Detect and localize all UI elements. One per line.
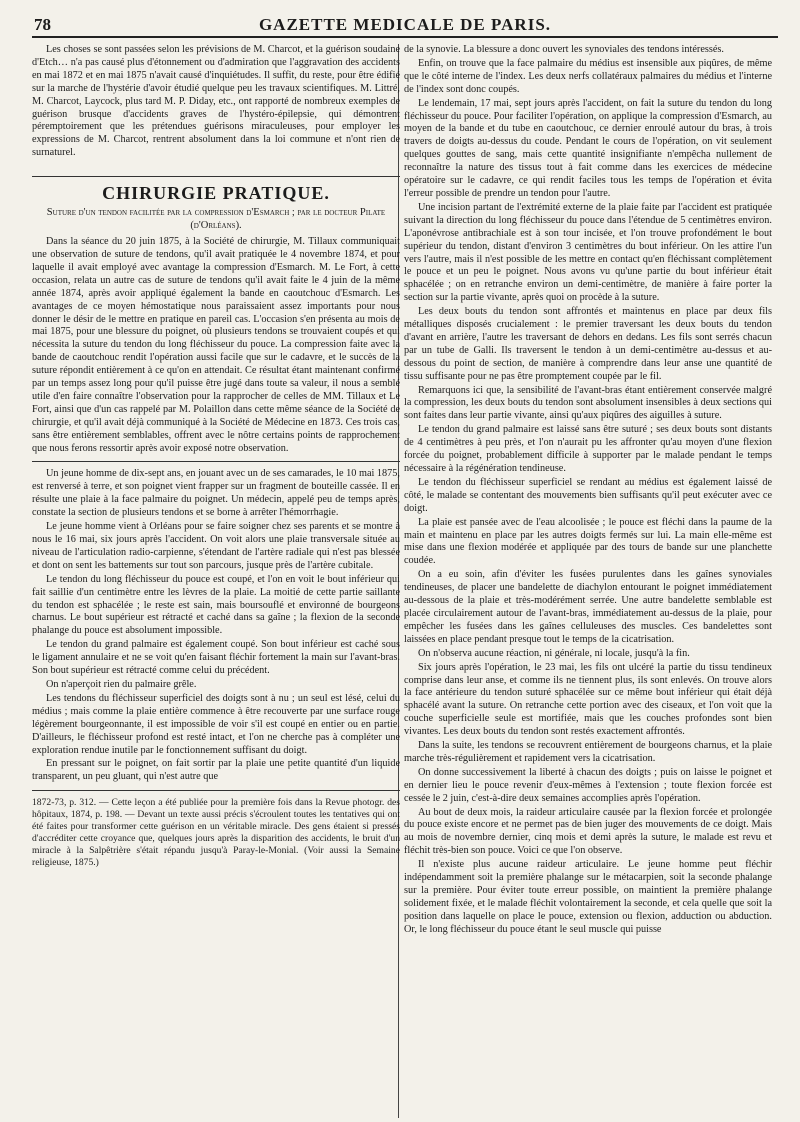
article-paragraph: Six jours après l'opération, le 23 mai, les fils ont ulcéré la partie du tissu tendineux comprise dans leur anse, et comme ils ne tiennent plus, ils sont enlevés. On trouve alors la face antérieure du tendon suturé sphacélée sur ce même bout inférieur qui était déjà sphacélé avant la suture. On retranche cette portion avec des ciseaux, et l'on voit que la couche superficielle seule est mortifiée, mais que les couches profondes sont bien vivantes. Les deux bouts du tendon sont restés exactement affrontés. [404,661,772,738]
article-paragraph: Un jeune homme de dix-sept ans, en jouant avec un de ses camarades, le 10 mai 1875, est renversé à terre, et son poignet vient frapper sur un fragment de bouteille cassée. Il en résulte une plaie à la face palmaire du poignet. Un médecin, appelé peu de temps après, constate la section de plusieurs tendons et se borne à arrêter l'hémorrhagie. [32,468,400,519]
article-paragraph: Remarquons ici que, la sensibilité de l'avant-bras étant entièrement conservée malgré la compression, les deux bouts du tendon sont absolument insensibles à deux sections qui sont faites dans leur partie vivante, ainsi qu'aux piqûres des aiguilles à suture. [404,384,772,422]
article-paragraph: Le tendon du grand palmaire est également coupé. Son bout inférieur est caché sous le ligament annulaire et ne se voit qu'en faisant fléchir fortement la main sur l'avant-bras. Son bout supérieur est rétracté comme celui du précédent. [32,639,400,677]
article-paragraph: Une incision partant de l'extrémité externe de la plaie faite par l'accident est pratiquée suivant la direction du long fléchisseur du pouce dans l'étendue de 5 centimètres environ. L'aponévrose antibrachiale est à son tour incisée, et l'on trouve profondément le bout supérieur du tendon, distant d'environ 3 centimètres du bout inférieur. On les attire l'un vers l'autre, mais il n'est possible de les mettre en contact qu'en fléchissant complètement le pouce et un peu le poignet. Nous avons vu qu'une partie du bout inférieur était sphacélée ; on en retranche environ un demi-centimètre, de manière à faire porter la section sur la partie vivante, après quoi on procède à la suture. [404,201,772,304]
article-paragraph: de la synovie. La blessure a donc ouvert les synoviales des tendons intéressés. [404,44,724,55]
article-paragraph: Enfin, on trouve que la face palmaire du médius est insensible aux piqûres, de même que le côté interne de l'index. Les deux nerfs collatéraux palmaires du médius et l'interne de l'index sont donc coupés. [404,57,772,95]
article-subtitle: Suture d'un tendon facilitée par la compression d'Esmarch ; par le docteur Pilate (d'Orléans). [46,207,386,232]
right-column [404,44,772,1116]
article-paragraph: Dans la suite, les tendons se recouvrent entièrement de bourgeons charnus, et la plaie marche très-régulièrement et rapidement vers la cicatrisation. [404,740,772,764]
article-paragraph: Les tendons du fléchisseur superficiel des doigts sont à nu ; un seul est lésé, celui du médius ; mais comme la plaie entière commence à être recouverte par une surface rouge légèrement bourgeonnante, il est impossible de voir s'il est coupé en entier ou en partie. D'ailleurs, le fléchisseur profond est resté intact, et l'on ne cherche pas à compléter une exploration rendue inutile par le fonctionnement suffisant du doigt. [32,692,400,756]
journal-title: GAZETTE MEDICALE DE PARIS. [258,15,552,34]
page-header [32,14,778,38]
separator [32,461,400,462]
article-paragraph: En pressant sur le poignet, on fait sortir par la plaie une petite quantité d'un liquide transparent, un peu gluant, qui n'est autre que [32,758,400,783]
article-paragraph: Le lendemain, 17 mai, sept jours après l'accident, on fait la suture du tendon du long fléchisseur du pouce. Pour faciliter l'opération, on applique la compression d'Esmarch, au moyen de la bande et du tube en caoutchouc, ce dernier enroulé autour du bras, à trois travers de doigts au-dessus du coude. Pendant le cours de l'opération, on vit seulement quelques gouttes de sang, mais cette quantité insignifiante n'empêcha nullement de reconnaître la nature des tissus tout à fait comme dans les exercices de médecine opératoire sur le cadavre, ce qui rendit faciles tous les temps de l'opération et évita l'erreur possible de prendre un tendon pour l'autre. [404,97,772,199]
article-paragraph: La plaie est pansée avec de l'eau alcoolisée ; le pouce est fléchi dans la paume de la main et maintenu en place par les autres doigts fermés sur lui. La main elle-même est mise dans une flexion modérée et appliquée par des tours de bande sur une planchette coudée. [404,516,772,567]
article-paragraph: On n'observa aucune réaction, ni générale, ni locale, jusqu'à la fin. [418,647,690,659]
article-paragraph: Il n'existe plus aucune raideur articulaire. Le jeune homme peut fléchir indépendamment soit la première phalange sur le métacarpien, soit la seconde phalange sur la première. Pour éviter toute erreur possible, on maintient la première phalange solidement fixée, et le malade fléchit volontairement la seconde, et cela quelle que soit la position dans laquelle on place le pouce, extension ou flexion, adduction ou abduction. Or, le long fléchisseur du pouce étant le seul muscle qui puisse [404,859,772,935]
intro-paragraph: Les choses se sont passées selon les prévisions de M. Charcot, et la guérison soudaine d'Etch… n'a pas causé plus d'étonnement ou d'admiration que l'aggravation des accidents en mai 1872 et en mai 1875 n'avait causé d'inquiétudes. Il suffit, du reste, pour être édifié sur la marche de l'hystérie d'avoir étudié quelque peu les travaux scientifiques. M. Littré, M. Charcot, Laycock, plus tard M. P. Diday, etc., ont rapporté de nombreux exemples de guérison brusque d'accidents graves de l'hystéro-épilepsie, qui démontrent péremptoirement que les prétendues guérisons miraculeuses, pour employer les expressions de M. Charcot, rentrent absolument dans la loi commune et n'ont rien de surnaturel. [32,44,400,159]
article-paragraph: Le jeune homme vient à Orléans pour se faire soigner chez ses parents et se montre à nous le 16 mai, six jours après l'accident. On voit alors une plaie transversale située au niveau de l'articulation radio-carpienne, s'étendant de l'artère radiale qui n'est pas blessée et dont on sent les battements sur tout son parcours, jusque près de l'artère cubitale. [32,521,400,571]
page-number: 78 [34,15,51,34]
article-paragraph: Dans la séance du 20 juin 1875, à la Société de chirurgie, M. Tillaux communiquait une observation de suture de tendons, qu'il avait pratiquée le 4 novembre 1874, et pour laquelle il avait employé avec avantage la compression d'Esmarch. M. Le Fort, à cette occasion, relata un autre cas de suture de tendons qu'il avait faite le 4 juin de la même année 1874, après avoir appliqué également la bande en caoutchouc d'Esmarch. Les avantages de ce moyen hémostatique nous paraissaient assez importants pour nous donner le désir de le mettre en pratique en pareil cas. L'occasion s'en présenta au mois de mai 1875, pour une blessure du poignet, où plusieurs tendons se trouvaient coupés et qui nécessita la suture du tendon du long fléchisseur du pouce. La compression faite avec la bande de caoutchouc rendit l'opération aussi facile que sur le cadavre, et le succès de la suture répondit entièrement à ce qu'on en attendait. Ce résultat étant maintenant confirmé par un temps assez long pour qu'il puisse être jugé dans toute sa valeur, il nous a semblé utile d'en faire connaître l'observation pour la rapprocher de celles de MM. Tillaux et Le Fort, ainsi que d'un cas rappelé par M. Polaillon dans cette même séance de la Société de chirurgie, et qu'il avait déjà communiqué à la Société de Médecine en 1873. Ces trois cas, sans être entièrement semblables, offrent avec le nôtre certains points de rapprochement que nous ferons ressortir après avoir exposé notre observation. [32,236,400,454]
footnote: 1872-73, p. 312. — Cette leçon a été publiée pour la première fois dans la Revue photogr. des hôpitaux, 1874, p. 198. — Devant un texte aussi précis s'écroulent toutes les tentatives qui ont été faites pour transformer cette guérison en un véritable miracle. Des gens étaient si pressés d'accréditer cette croyance que, quelques jours après la disparition des accidents, le bruit d'un miracle à la Salpêtrière s'était répandu jusqu'à Paray-le-Monial. (Voir aussi la Semaine religieuse, 1875.) [32,797,400,869]
article-paragraph: Le tendon du grand palmaire est laissé sans être suturé ; ses deux bouts sont distants de 4 centimètres à peu près, et l'on n'aurait pu les affronter qu'au moyen d'une flexion forcée du poignet, probablement difficile à supporter par le malade pendant le temps nécessaire à la régénération tendineuse. [404,424,772,474]
footnote-separator [32,790,400,791]
article-paragraph: Le tendon du fléchisseur superficiel se rendant au médius est également laissé de côté, le malade se contentant des mouvements bien suffisants qu'il peut exécuter avec ce doigt. [404,476,772,514]
article-paragraph: On a eu soin, afin d'éviter les fusées purulentes dans les gaînes synoviales tendineuses, de placer une bandelette de diachylon entourant le poignet immédiatement au-dessous de la plaie et très-modérément serrée. Une autre bandelette semblable est placée circulairement autour de l'avant-bras, immédiatement au-dessus de la plaie, pour empêcher les fusées dans les gaînes celluleuses des muscles. Ces bandelettes sont laissées en place pendant presque tout le temps de la cicatrisation. [404,569,772,645]
article-paragraph: On donne successivement la liberté à chacun des doigts ; puis on laisse le poignet et en dernier lieu le pouce revenir d'eux-mêmes à l'extension ; toute flexion forcée est cessée le 2 juin, c'est-à-dire deux semaines accomplies après l'opération. [404,766,772,804]
article-paragraph: Le tendon du long fléchisseur du pouce est coupé, et l'on en voit le bout inférieur qui fait saillie d'un centimètre entre les lèvres de la plaie. La moitié de cette partie saillante du tendon est sphacélée ; le reste est sain, mais boursouflé et environné de bourgeons charnus. Le bout supérieur est rétracté et caché dans sa gaîne ; la flexion de la seconde phalange du pouce est absolument impossible. [32,573,400,637]
article-paragraph: On n'aperçoit rien du palmaire grêle. [46,678,197,690]
left-column [32,44,400,1116]
section-title: CHIRURGIE PRATIQUE. [32,176,400,200]
article-paragraph: Les deux bouts du tendon sont affrontés et maintenus en place par deux fils métalliques disposés crucialement : le premier traversant les deux bouts du tendon d'avant en arrière, l'autre les traversant de dehors en dedans. Les fils sont serrés chacun par un tube de Galli. Ils traversent le tendon à un demi-centimètre au-dessus et au-dessous du point de section, de manière à comprendre dans leur anse une quantité de tissu suffisante pour ne pas être promptement coupée par le fil. [404,306,772,382]
article-paragraph: Au bout de deux mois, la raideur articulaire causée par la flexion forcée et prolongée du pouce existe encore et ne permet pas de bien juger des mouvements de ce doigt. Mais au mois de novembre dernier, cinq mois et demi après la suture, le malade est revu et fléchit très-bien son pouce. Voici ce que l'on observe. [404,806,772,857]
